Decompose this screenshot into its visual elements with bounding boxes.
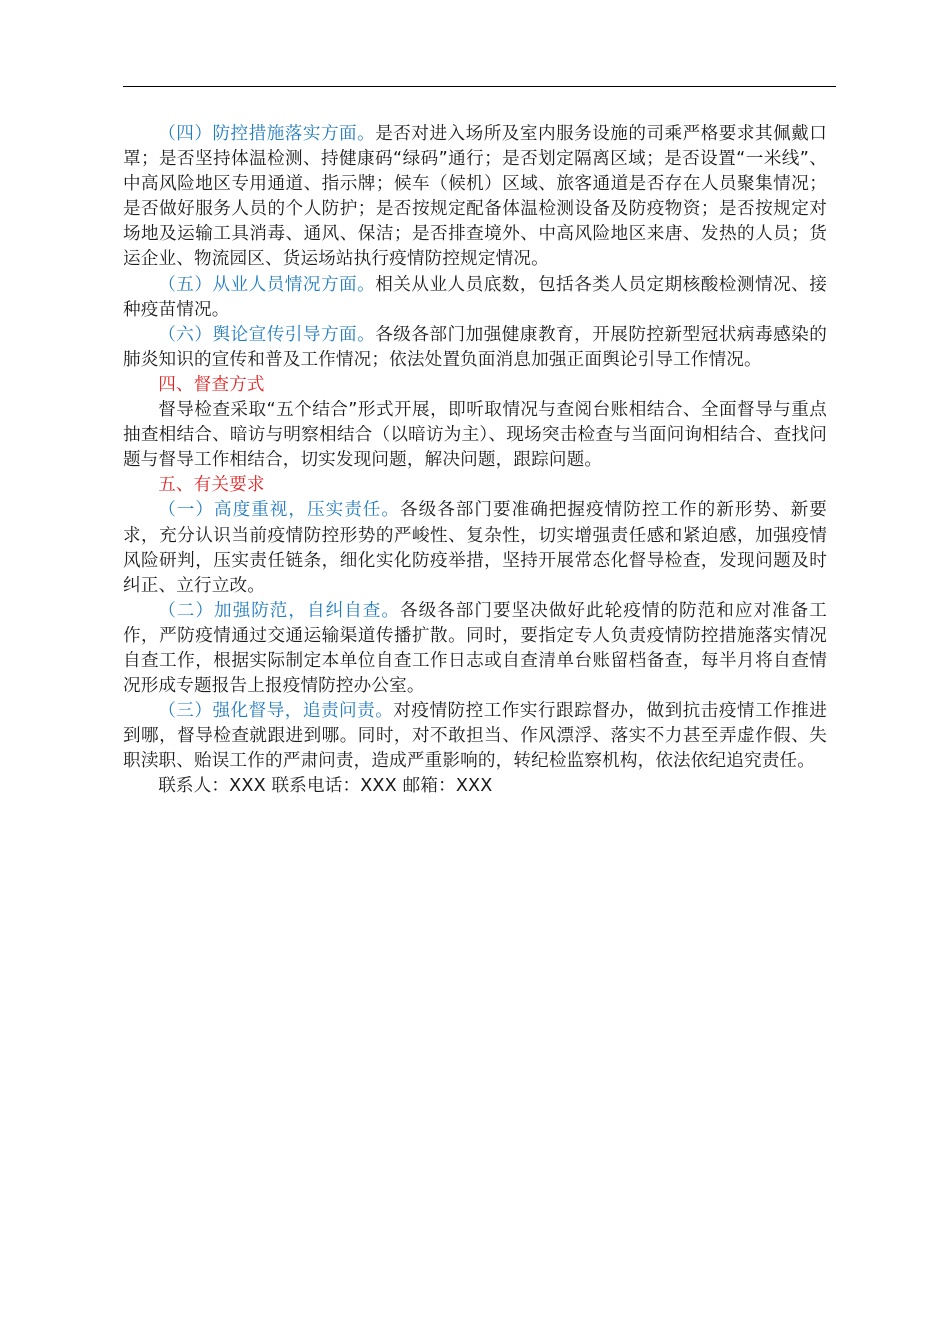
paragraph-text: 是否对进入场所及室内服务设施的司乘严格要求其佩戴口罩；是否坚持体温检测、持健康码“绿码”通行；是否划定隔离区域；是否设置“一米线”、中高风险地区专用通道、指示牌；候车（候机）区域、旅客通道是否存在人员聚集情况；是否做好服务人员的个人防护；是否按规定配备体温检测设备及防疫物资；是否按规定对场地及运输工具消毒、通风、保洁；是否排查境外、中高风险地区来唐、发热的人员；货运企业、物流园区、货运场站执行疫情防控规定情况。 <box>123 124 827 270</box>
paragraph-text: 各级各部门要准确把握疫情防控工作的新形势、新要求，充分认识当前疫情防控形势的严峻性、复杂性，切实增强责任感和紧迫感，加强疫情风险研判，压实责任链条，细化实化防疫举措，坚持开展常态化督导检查，发现问题及时纠正、立行立改。 <box>123 500 828 596</box>
document-body <box>123 122 827 800</box>
paragraph-lead: （四）防控措施落实方面。 <box>158 124 376 144</box>
section-heading-inspection-method: 四、督查方式 <box>158 374 265 395</box>
paragraph-lead: （三）强化督导，追责问责。 <box>158 701 394 722</box>
paragraph-requirement-3 <box>123 699 827 774</box>
paragraph-requirement-2 <box>123 599 827 699</box>
paragraph-text: 各级各部门加强健康教育，开展防控新型冠状病毒感染的肺炎知识的宣传和普及工作情况；依法处置负面消息加强正面舆论引导工作情况。 <box>123 324 827 370</box>
paragraph-lead: （六）舆论宣传引导方面。 <box>158 324 376 345</box>
paragraph-lead: （五）从业人员情况方面。 <box>158 274 376 295</box>
paragraph-lead: （一）高度重视，压实责任。 <box>158 500 401 521</box>
section-heading-requirements: 五、有关要求 <box>158 475 265 496</box>
paragraph-text: 对疫情防控工作实行跟踪督办，做到抗击疫情工作推进到哪，督导检查就跟进到哪。同时，对不敢担当、作风漂浮、落实不力甚至弄虚作假、失职渎职、贻误工作的严肃问责，造成严重影响的，转纪检监察机构，依法依纪追究责任。 <box>123 701 827 772</box>
paragraph-requirement-1 <box>123 498 827 598</box>
paragraph-text: 相关从业人员底数，包括各类人员定期核酸检测情况、接种疫苗情况。 <box>123 274 827 320</box>
paragraph-prevention-measures <box>123 122 827 273</box>
paragraph-staff <box>123 273 827 323</box>
paragraph-publicity <box>123 323 827 373</box>
paragraph-inspection-method: 督导检查采取“五个结合”形式开展，即听取情况与查阅台账相结合、全面督导与重点抽查相结合、暗访与明察相结合（以暗访为主）、现场突击检查与当面问询相结合、查找问题与督导工作相结合，切实发现问题，解决问题，跟踪问题。 <box>123 400 827 471</box>
contact-line: 联系人：XXX 联系电话：XXX 邮箱：XXX <box>158 776 493 797</box>
paragraph-lead: （二）加强防范，自纠自查。 <box>158 600 401 621</box>
header-rule <box>123 86 836 87</box>
paragraph-text: 各级各部门要坚决做好此轮疫情的防范和应对准备工作，严防疫情通过交通运输渠道传播扩散。同时，要指定专人负责疫情防控措施落实情况自查工作，根据实际制定本单位自查工作日志或自查清单台账留档备查，每半月将自查情况形成专题报告上报疫情防控办公室。 <box>123 600 828 697</box>
